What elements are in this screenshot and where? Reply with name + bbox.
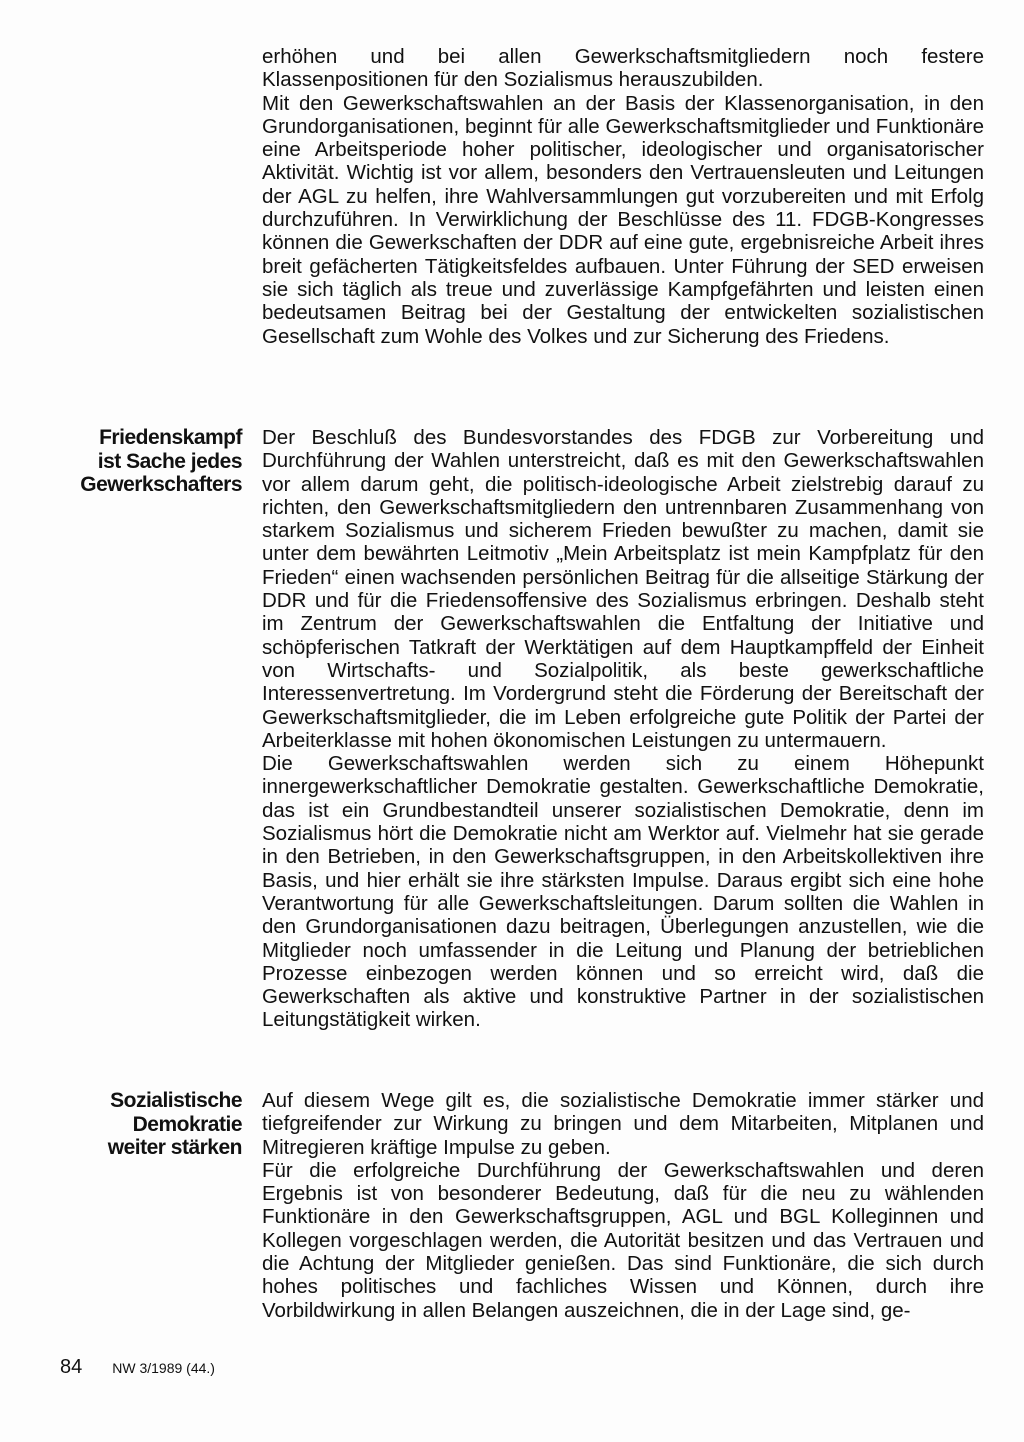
heading-line: ist Sache jedes [97, 449, 242, 473]
paragraph: Für die erfolgreiche Durchführung der Gewerkschaftswahlen und deren Ergebnis ist von besonderer Bedeutung, daß für die neu zu wählenden Funktionäre in den Gewerkschaftsgruppen, AGL und BGL Kolleginnen und Kollegen vorgeschlagen werden, die Autorität besitzen und das Vertrauen und die Achtung der Mitglieder genießen. Das sind Funktionäre, die sich durch hohes politisches und fachliches Wissen und Können, durch ihre Vorbildwirkung in allen Belangen auszeichnen, die in der Lage sind, ge- [262, 1158, 984, 1322]
heading-line: Demokratie [132, 1112, 242, 1136]
heading-line: weiter stärken [107, 1136, 242, 1159]
heading-line: Friedenskampf [99, 426, 242, 449]
source-reference: NW 3/1989 (44.) [112, 1360, 215, 1376]
heading-line: Sozialistische [110, 1089, 242, 1112]
page-footer [60, 1356, 215, 1379]
paragraph: Die Gewerkschaftswahlen werden sich zu einem Höhepunkt innergewerkschaftlicher Demokratie gestalten. Gewerkschaftliche Demokratie, das ist ein Grundbestandteil unserer sozialistischen Demokratie, denn im Sozialismus hört die Demokratie nicht am Werktor auf. Vielmehr hat sie gerade in den Betrieben, in den Gewerkschaftsgruppen, in den Arbeitskollektiven ihre Basis, und hier erhält sie ihre stärksten Impulse. Daraus ergibt sich eine hohe Verantwortung für alle Gewerkschaftsleitungen. Darum sollten die Wahlen in den Grundorganisationen dazu beitragen, Überlegungen anzustellen, wie die Mitglieder noch umfassender in die Leitung und Planung der betrieblichen Prozesse einbezogen werden können und so erreicht wird, daß die Gewerkschaften als aktive und konstruktive Partner in der sozialistischen Leitungstätigkeit wirken. [262, 752, 984, 1032]
margin-heading-friedenskampf [42, 426, 242, 497]
section-demokratie [262, 1089, 984, 1322]
heading-line: Gewerkschafters [80, 473, 242, 496]
paragraph: Auf diesem Wege gilt es, die sozialistische Demokratie immer stärker und tiefgreifender zur Wirkung zu bringen und dem Mitarbeiten, Mitplanen und Mitregieren kräftige Impulse zu geben. [262, 1089, 984, 1159]
paragraph: erhöhen und bei allen Gewerkschaftsmitgliedern noch festere Klassenpositionen für den Sozialismus herauszubilden. [262, 45, 984, 92]
paragraph: Mit den Gewerkschaftswahlen an der Basis der Klassenorganisation, in den Grundorganisationen, beginnt für alle Gewerkschaftsmitglieder und Funktionäre eine Arbeitsperiode hoher politischer, ideologischer und organisatorischer Aktivität. Wichtig ist vor allem, besonders den Vertrauensleuten und Leitungen der AGL zu helfen, ihre Wahlversammlungen gut vorzubereiten und mit Erfolg durchzuführen. In Verwirklichung der Beschlüsse des 11. FDGB-Kongresses können die Gewerkschaften der DDR auf eine gute, ergebnisreiche Arbeit ihres breit gefächerten Tätigkeitsfeldes aufbauen. Unter Führung der SED erweisen sie sich täglich als treue und zuverlässige Kampfgefährten und leisten einen bedeutsamen Beitrag bei der Gestaltung der entwickelten sozialistischen Gesellschaft zum Wohle des Volkes und zur Sicherung des Friedens. [262, 91, 984, 348]
margin-heading-demokratie [42, 1089, 242, 1160]
section-intro [262, 45, 984, 348]
page-number: 84 [60, 1356, 83, 1378]
section-friedenskampf [262, 426, 984, 1032]
paragraph: Der Beschluß des Bundesvorstandes des FDGB zur Vorbereitung und Durchführung der Wahlen unterstreicht, daß es mit den Gewerkschaftswahlen vor allem darum geht, die politisch-ideologische Arbeit zielstrebig darauf zu richten, den Gewerkschaftsmitgliedern den untrennbaren Zusammenhang von starkem Sozialismus und sicherem Frieden bewußter zu machen, damit sie unter dem bewährten Leitmotiv „Mein Arbeitsplatz ist mein Kampfplatz für den Frieden“ einen wachsenden persönlichen Beitrag für die allseitige Stärkung der DDR und für die Friedensoffensive des Sozialismus erbringen. Deshalb steht im Zentrum der Gewerkschaftswahlen die Entfaltung der Initiative und schöpferischen Tatkraft der Werktätigen auf dem Hauptkampffeld der Einheit von Wirtschafts- und Sozialpolitik, als beste gewerkschaftliche Interessenvertretung. Im Vordergrund steht die Förderung der Bereitschaft der Gewerkschaftsmitglieder, die im Leben erfolgreiche gute Politik der Partei der Arbeiterklasse mit hohen ökonomischen Leistungen zu untermauern. [262, 426, 984, 752]
